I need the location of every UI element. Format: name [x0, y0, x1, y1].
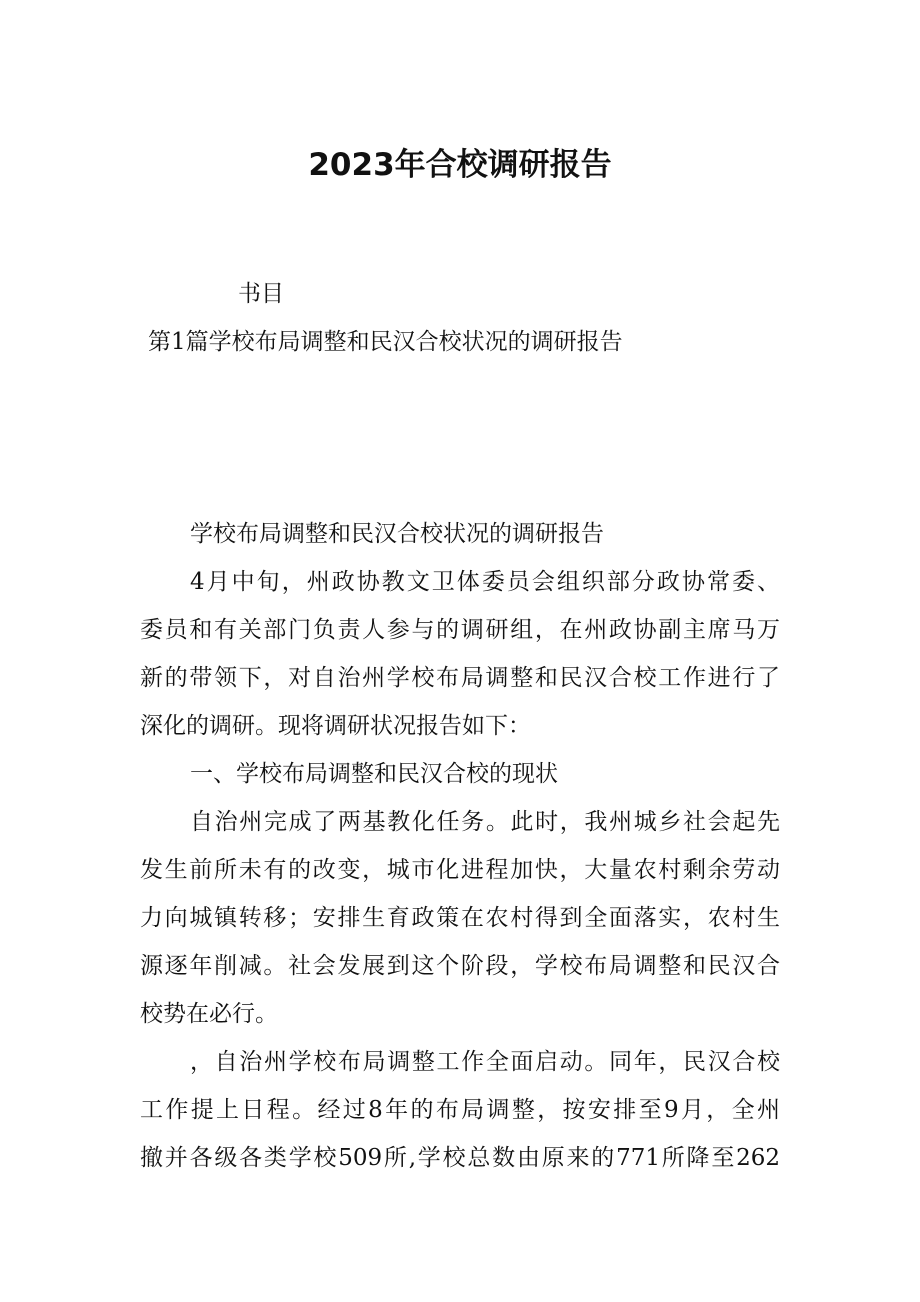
paragraph-line: 委员和有关部门负责人参与的调研组，在州政协副主席马万	[140, 617, 780, 643]
paragraph-line: 新的带领下，对自治州学校布局调整和民汉合校工作进行了	[140, 665, 780, 691]
paragraph-line: 发生前所未有的改变，城市化进程加快，大量农村剩余劳动	[140, 857, 780, 883]
document-title: 2023年合校调研报告	[308, 147, 612, 183]
paragraph-line: 4月中旬，州政协教文卫体委员会组织部分政协常委、	[190, 569, 780, 595]
toc-entry[interactable]: 第1篇学校布局调整和民汉合校状况的调研报告	[148, 329, 623, 355]
paragraph-line: 源逐年削减。社会发展到这个阶段，学校布局调整和民汉合	[140, 953, 780, 979]
paragraph-line: 深化的调研。现将调研状况报告如下：	[140, 713, 531, 739]
paragraph-line: ，自治州学校布局调整工作全面启动。同年，民汉合校	[190, 1049, 780, 1075]
paragraph-line: 工作提上日程。经过8年的布局调整，按安排至9月，全州	[140, 1097, 780, 1123]
paragraph-line: 力向城镇转移；安排生育政策在农村得到全面落实，农村生	[140, 905, 780, 931]
paragraph-line: 自治州完成了两基教化任务。此时，我州城乡社会起先	[190, 809, 780, 835]
toc-heading: 书目	[238, 281, 284, 307]
section-heading: 学校布局调整和民汉合校状况的调研报告	[190, 521, 604, 547]
section-heading: 一、学校布局调整和民汉合校的现状	[190, 761, 558, 787]
paragraph-line: 校势在必行。	[140, 1001, 278, 1027]
paragraph-line: 撤并各级各类学校509所,学校总数由原来的771所降至262	[140, 1145, 780, 1171]
